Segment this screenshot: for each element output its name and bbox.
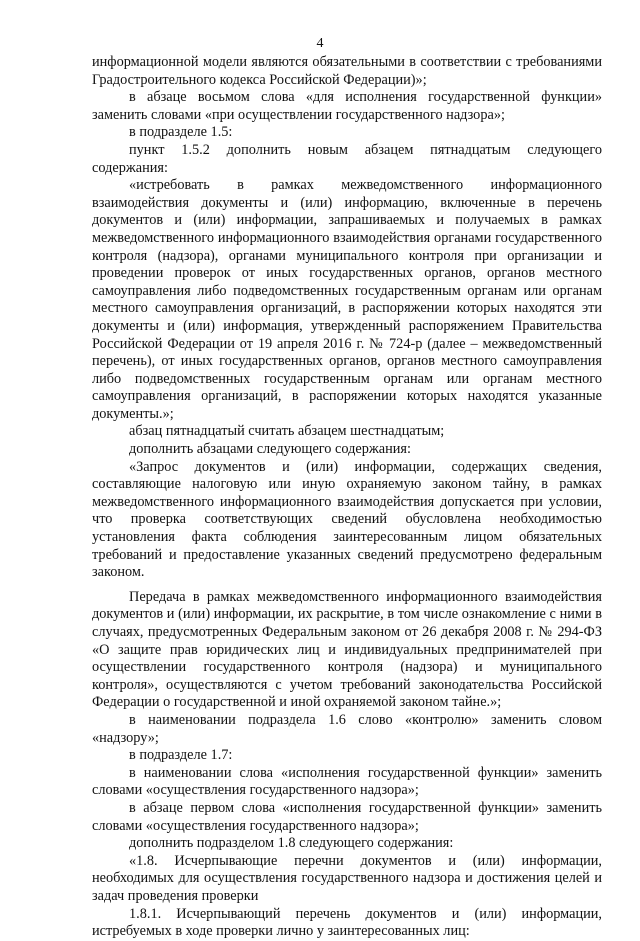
paragraph: в подразделе 1.7:: [129, 747, 233, 764]
paragraph: пункт 1.5.2 дополнить новым абзацем пятнадцатым следующего содержания:: [92, 141, 602, 176]
page-number: 4: [316, 36, 324, 51]
paragraph: в абзаце восьмом слова «для исполнения государственной функции» заменить словами «при осуществлении государственного надзора»;: [92, 89, 602, 123]
paragraph: в абзаце первом слова «исполнения государственной функции» заменить словами «осуществления государственного надзора»;: [92, 799, 602, 834]
paragraph: 1.8.1. Исчерпывающий перечень документов и (или) информации, истребуемых в ходе проверки лично у заинтересованных лиц:: [92, 905, 602, 940]
paragraph: в подразделе 1.5:: [129, 124, 233, 141]
paragraph: в наименовании подраздела 1.6 слово «контролю» заменить словом «надзору»;: [92, 711, 602, 746]
paragraph: Передача в рамках межведомственного информационного взаимодействия документов и (или) информации, их раскрытие, в том числе ознакомление с ними в случаях, предусмотренных Федеральным законом от 26 декабря 2008 г. № 294-ФЗ «О защите прав юридических лиц и индивидуальных предпринимателей при осуществлении государственного контроля (надзора) и муниципального контроля», осуществляются с учетом требований законодательства Российской Федерации о государственной и иной охраняемой законом тайне.»;: [92, 588, 602, 711]
paragraph: дополнить абзацами следующего содержания:: [129, 441, 411, 458]
document-body: [92, 54, 602, 941]
paragraph: дополнить подразделом 1.8 следующего содержания:: [129, 835, 454, 852]
paragraph: «Запрос документов и (или) информации, содержащих сведения, составляющие налоговую или иную охраняемую законом тайну, в рамках межведомственного информационного взаимодействия допускается при условии, что проверка соответствующих сведений обусловлена необходимостью установления факта соблюдения заинтересованным лицом обязательных требований и предоставление указанных сведений предусмотрено федеральным законом.: [92, 458, 602, 581]
paragraph: абзац пятнадцатый считать абзацем шестнадцатым;: [129, 423, 445, 440]
paragraph-continuation: информационной модели являются обязательными в соответствии с требованиями Градостроительного кодекса Российской Федерации)»;: [92, 54, 602, 88]
section-heading: «1.8. Исчерпывающие перечни документов и (или) информации, необходимых для осуществления государственного надзора и достижения целей и задач проведения проверки: [92, 852, 602, 904]
paragraph: «истребовать в рамках межведомственного информационного взаимодействия документы и (или) информацию, включенные в перечень документов и (или) информации, запрашиваемых и получаемых в рамках межведомственного информационного взаимодействия органами государственного контроля (надзора), органами муниципального контроля при организации и проведении проверок от иных государственных органов, органов местного самоуправления либо подведомственных государственным органам или органам местного самоуправления организаций, в распоряжении которых находятся эти документы и (или) информация, утвержденный распоряжением Правительства Российской Федерации от 19 апреля 2016 г. № 724-р (далее – межведомственный перечень), от иных государственных органов, органов местного самоуправления либо подведомственных государственным органам или органам местного самоуправления организаций, в распоряжении которых находятся указанные документы.»;: [92, 177, 602, 422]
paragraph: в наименовании слова «исполнения государственной функции» заменить словами «осуществления государственного надзора»;: [92, 764, 602, 799]
